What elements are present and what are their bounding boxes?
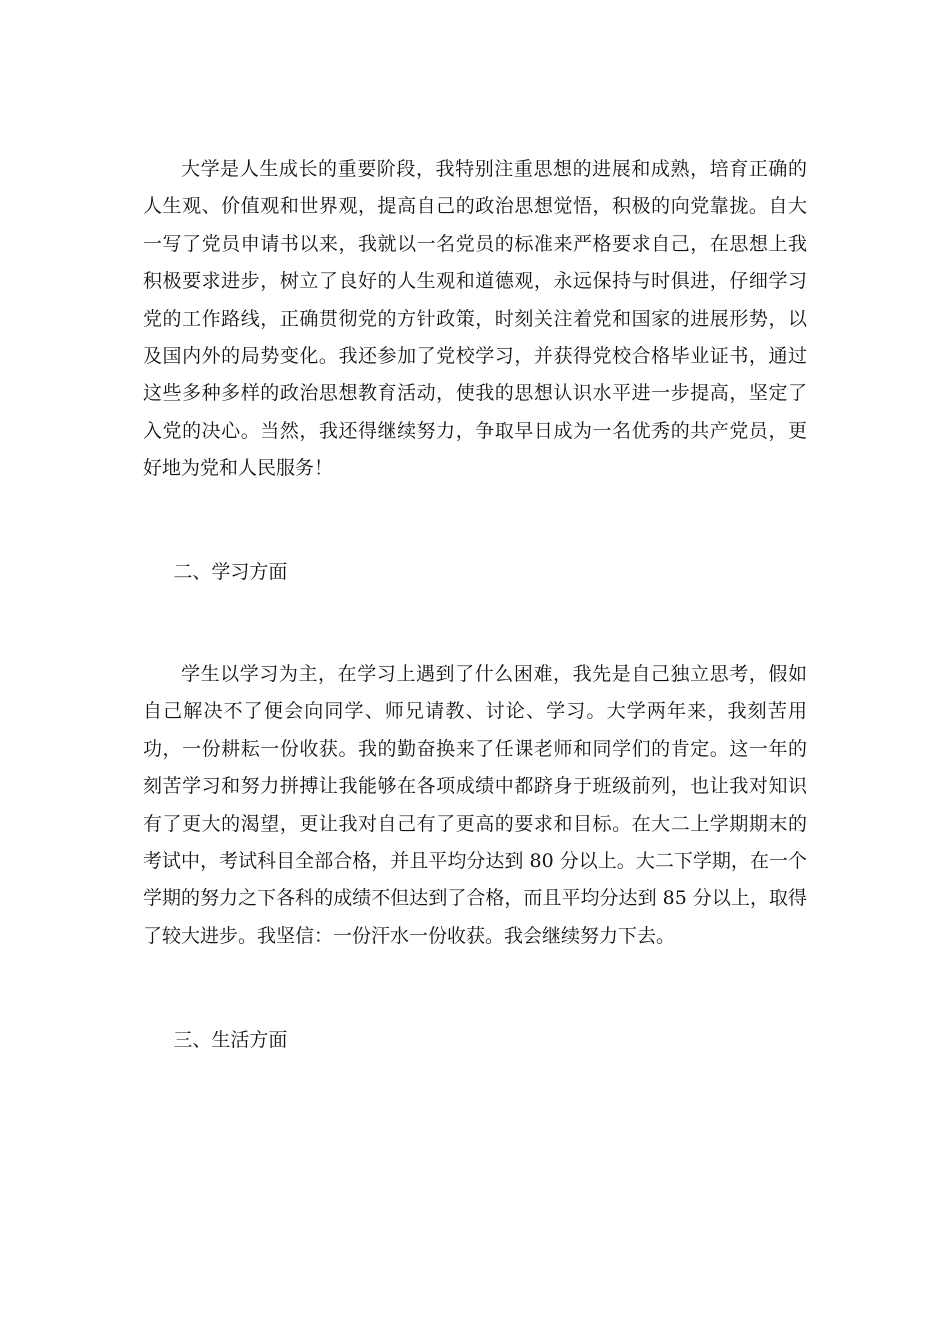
section-heading-study: 二、学习方面 xyxy=(173,561,288,583)
paragraph-political-thought: 大学是人生成长的重要阶段，我特别注重思想的进展和成熟，培育正确的人生观、价值观和世界观，提高自己的政治思想觉悟，积极的向党靠拢。自大一写了党员申请书以来，我就以一名党员的标准来严格要求自己，在思想上我积极要求进步，树立了良好的人生观和道德观，永远保持与时俱进，仔细学习党的工作路线，正确贯彻党的方针政策，时刻关注着党和国家的进展形势，以及国内外的局势变化。我还参加了党校学习，并获得党校合格毕业证书，通过这些多种多样的政治思想教育活动，使我的思想认识水平进一步提高，坚定了入党的决心。当然，我还得继续努力，争取早日成为一名优秀的共产党员，更好地为党和人民服务！ xyxy=(143,158,807,480)
paragraph-study: 学生以学习为主，在学习上遇到了什么困难，我先是自己独立思考，假如自己解决不了便会向同学、师兄请教、讨论、学习。大学两年来，我刻苦用功，一份耕耘一份收获。我的勤奋换来了任课老师和同学们的肯定。这一年的刻苦学习和努力拼搏让我能够在各项成绩中都跻身于班级前列，也让我对知识有了更大的渴望，更让我对自己有了更高的要求和目标。在大二上学期期末的考试中，考试科目全部合格，并且平均分达到 80 分以上。大二下学期，在一个学期的努力之下各科的成绩不但达到了合格，而且平均分达到 85 分以上，取得了较大进步。我坚信：一份汗水一份收获。我会继续努力下去。 xyxy=(143,663,807,947)
section-heading-life: 三、生活方面 xyxy=(173,1029,288,1051)
